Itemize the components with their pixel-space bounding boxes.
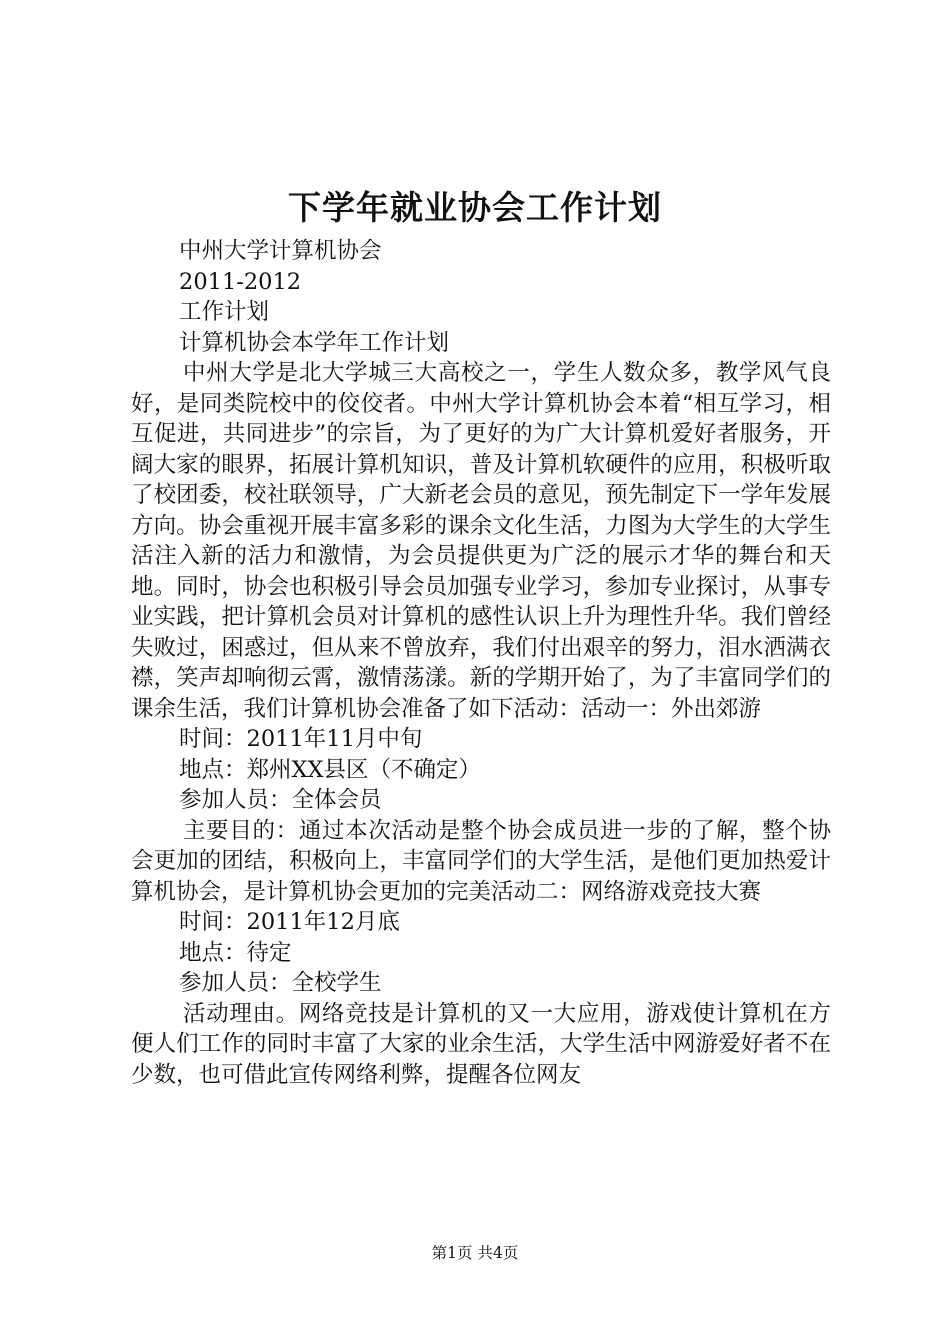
document-title: 下学年就业协会工作计划 (288, 188, 662, 227)
org-line: 中州大学计算机协会 (179, 238, 382, 264)
activity2-place: 地点：待定 (179, 939, 292, 966)
activity1-participants: 参加人员：全体会员 (179, 787, 382, 813)
activity1-time: 时间：2011年11月中旬 (179, 726, 423, 752)
plan-label-line: 工作计划 (179, 299, 270, 325)
activity2-time: 时间：2011年12月底 (179, 909, 400, 935)
years-line: 2011-2012 (179, 268, 302, 295)
activity2-participants: 参加人员：全校学生 (179, 970, 382, 996)
intro-paragraph: 中州大学是北大学城三大高校之一，学生人数众多，教学风气良好，是同类院校中的佼佼者。中州大学计算机协会本着“相互学习，相互促进，共同进步”的宗旨，为了更好的为广大计算机爱好者服务，开阔大家的眼界，拓展计算机知识，普及计算机软硬件的应用，积极听取了校团委，校社联领导，广大新老会员的意见，预先制定下一学年发展方向。协会重视开展丰富多彩的课余文化生活，力图为大学生的大学生活注入新的活力和激情，为会员提供更为广泛的展示才华的舞台和天地。同时，协会也积极引导会员加强专业学习，参加专业探讨，从事专业实践，把计算机会员对计算机的感性认识上升为理性升华。我们曾经失败过，困惑过，但从来不曾放弃，我们付出艰辛的努力，泪水洒满衣襟，笑声却响彻云霄，激情荡漾。新的学期开始了，为了丰富同学们的课余生活，我们计算机协会准备了如下活动：活动一：外出郊游 (131, 360, 831, 722)
plan-heading-line: 计算机协会本学年工作计划 (179, 329, 450, 356)
activity1-place: 地点：郑州XX县区（不确定） (179, 756, 482, 783)
activity2-reason-paragraph: 活动理由。网络竞技是计算机的又一大应用，游戏使计算机在方便人们工作的同时丰富了大家的业余生活，大学生活中网游爱好者不在少数，也可借此宣传网络利弊，提醒各位网友 (131, 1000, 831, 1088)
activity1-purpose-paragraph: 主要目的：通过本次活动是整个协会成员进一步的了解，整个协会更加的团结，积极向上，丰富同学们的大学生活，是他们更加热爱计算机协会，是计算机协会更加的完美活动二：网络游戏竞技大赛 (131, 817, 831, 905)
page-footer: 第1页 共4页 (431, 1244, 519, 1262)
document-body (131, 236, 831, 1090)
